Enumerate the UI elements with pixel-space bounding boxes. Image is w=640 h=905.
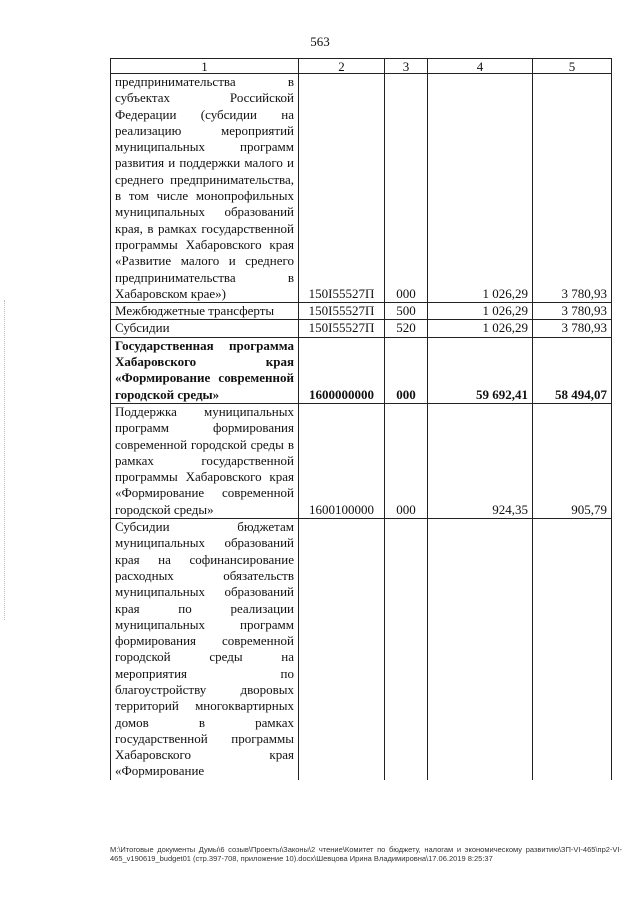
row-value-col5: 3 780,93 bbox=[533, 320, 612, 337]
row-value-col4: 1 026,29 bbox=[428, 74, 533, 303]
row-value-col4: 924,35 bbox=[428, 403, 533, 518]
header-col-4: 4 bbox=[428, 59, 533, 74]
header-col-1: 1 bbox=[111, 59, 299, 74]
row-value-col5: 3 780,93 bbox=[533, 303, 612, 320]
row-vr: 500 bbox=[385, 303, 428, 320]
row-value-col4: 59 692,41 bbox=[428, 337, 533, 403]
row-code bbox=[299, 519, 385, 780]
table-row-continued bbox=[111, 519, 612, 780]
row-value-col5: 3 780,93 bbox=[533, 74, 612, 303]
row-vr: 520 bbox=[385, 320, 428, 337]
row-name: Государственная программа Хабаровского края «Формирование современной городской среды» bbox=[111, 337, 299, 403]
row-value-col4: 1 026,29 bbox=[428, 303, 533, 320]
header-col-3: 3 bbox=[385, 59, 428, 74]
row-vr bbox=[385, 519, 428, 780]
table-header-row bbox=[111, 59, 612, 74]
row-value-col4: 1 026,29 bbox=[428, 320, 533, 337]
row-value-col5: 58 494,07 bbox=[533, 337, 612, 403]
row-name: Субсидии бюджетам муниципальных образований края на софинансирование расходных обязательств муниципальных образований края по реализации муниципальных программ формирования современной городской среды на мероприятия по благоустройству дворовых территорий многоквартирных домов в рамках государственной программы Хабаровского края «Формирование bbox=[111, 519, 299, 780]
page-number: 563 bbox=[310, 34, 330, 49]
row-value-col5: 905,79 bbox=[533, 403, 612, 518]
row-name: Субсидии bbox=[111, 320, 299, 337]
budget-table bbox=[110, 58, 612, 780]
row-vr: 000 bbox=[385, 403, 428, 518]
table-row bbox=[111, 303, 612, 320]
row-code: 150I55527П bbox=[299, 303, 385, 320]
row-vr: 000 bbox=[385, 74, 428, 303]
row-code: 1600100000 bbox=[299, 403, 385, 518]
row-name: предпринимательства в субъектах Российской Федерации (субсидии на реализацию мероприятий муниципальных программ развития и поддержки малого и среднего предпринимательства, в том числе монопрофильных муниципальных образований края, в рамках государственной программы Хабаровского края «Развитие малого и среднего предпринимательства в Хабаровском крае») bbox=[111, 74, 299, 303]
header-col-5: 5 bbox=[533, 59, 612, 74]
header-col-2: 2 bbox=[299, 59, 385, 74]
table-row-program bbox=[111, 337, 612, 403]
table-row bbox=[111, 403, 612, 518]
row-code: 150I55527П bbox=[299, 320, 385, 337]
row-name: Межбюджетные трансферты bbox=[111, 303, 299, 320]
row-code: 1600000000 bbox=[299, 337, 385, 403]
table-row bbox=[111, 74, 612, 303]
row-value-col5 bbox=[533, 519, 612, 780]
margin-mark bbox=[4, 300, 6, 620]
row-value-col4 bbox=[428, 519, 533, 780]
table-row bbox=[111, 320, 612, 337]
row-code: 150I55527П bbox=[299, 74, 385, 303]
row-name: Поддержка муниципальных программ формирования современной городской среды в рамках государственной программы Хабаровского края «Формирование современной городской среды» bbox=[111, 403, 299, 518]
file-path-footer: М:\Итоговые документы Думы\6 созыв\Проекты\Законы\2 чтение\Комитет по бюджету, налогам и экономическому развитию\ЗП-VI-465\пр2-VI-465_v190619_budget01 (стр.397-708, приложение 10).docx\Шевцова Ирина Владимировна\17.06.2019 8:25:37 bbox=[110, 845, 622, 863]
row-vr: 000 bbox=[385, 337, 428, 403]
